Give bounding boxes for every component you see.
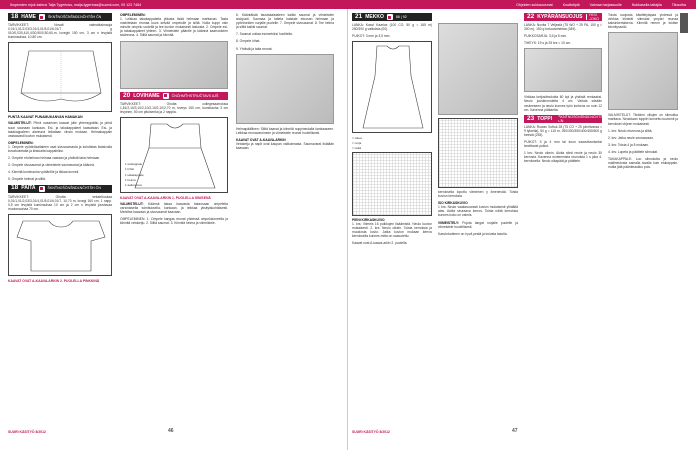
page-footer: SUURI KÄSITYÖ 8/2012 [352,430,390,434]
dress-pattern-diagram [120,117,228,193]
assembly-title: OMPELEMINEN: [8,140,34,145]
section-sub: ŠKNŤNOŠČNŠNDĽNČHTŠH ČN [47,186,101,191]
step-2: 2. Ompele etuhelman helmaa vastaan ja yhdistä taka helmaan. [8,156,101,161]
prep-text [8,121,112,137]
left-header-text: Ihopenden mjuk kateus Taija Tygertoss, maija.tygertoss@suomi.com, 09 123 7484 [10,2,142,7]
section-header-23 [524,114,606,123]
col2-text: kerroksella loputtu viimeinen y ilmenevää. Toista kuvion kerroksia. [438,190,518,199]
section-sub: 86 | 92 [395,14,407,19]
step-3: 3. Ompele sivusaumat ja viimeistele saumavarat ja käännä. [8,163,95,168]
garment-icon [387,14,393,20]
section-number: 18 [11,12,19,20]
col3-step: 8. Ompele hihat. [236,39,261,44]
shirt-pattern-diagram [8,214,112,276]
step-5: 5. Ompele helmat ja silitä. [8,177,46,182]
prep-title: VIIMEISTELY: [438,220,460,225]
prep-body: Pujota langat nurjalle puolelle ja viimeistele huolellisesti. [438,220,519,229]
left-col-1 [8,13,112,285]
assembly-text-2: OMPELEMINEN: 1. Ompele kangas reunat yhdessä ompelukoneella ja kiinnitä vetoketju. 2. Silitä saumat. 3. Kiinnitä helma ja viimeistele. [120,217,228,226]
figure-label: KAAVAT OVAT A-KAAVA-ARKIN 1. PUOLELLA SINISENÄ [120,195,211,200]
section-header-21 [352,13,432,21]
small-knit-chart [352,152,432,216]
col4-step: 1. krs: Neulo etureuna ja silitä. [608,128,653,133]
page-number: 47 [512,428,518,434]
body-text-2: 1 krs: Neulo oikein. Aloita sileä neule ja neulo 30 kerrosta. Kavenna molemmista reunoista 1 s joka 4. kerroksella. Neulo olkapäät ja päättele. [524,151,602,164]
materials-text: TARVIKKEET: Novalt valmatkaimaoja 0,01/1,01/2,03/3,01/4,01/5,01/6,01/7 g 010/0,030,410,4/30,50/0,50,60,m, lovegiri 150 cm, 3 cm n levyistä kuminauhaa, 10-80 cm. [8,23,112,40]
col4-text: Toista suojusta käsittelytapaa yhdessä ja virkkaa kiinteät silmukat ympäri reunaa kaksinkertaisena. Kiinnitä remmi ja lukitse kiinnityssolki. [608,13,678,30]
col3-text: 6. Kääntäkää taustakaistaleen kaikki saumat ja viimeistele sisäpuoli. Saumaa ja taiteta kaistale etuosan helmaan ja pyöröseiden nurjalle puolelle. 7. Ompele sivusaumat. 8. Tee helma ja silitä kaikki saumat. [236,13,334,30]
needles-text: PUIKOT: 3 mm ja 3,5 mm. [352,34,391,39]
page-footer: SUURI KÄSITYÖ 8/2012 [8,430,46,434]
col4-step: 3. krs: Toista 4 ja 8 mukaan. [608,142,649,147]
nav-item-0: Ohjeiden sukkauosmat [516,2,553,7]
prep-body: Käännä takaa kaavasta takaosaan ompeleita varsinaisella toimituksella, kankaan, ja leikkaa yksityiskohtaisesti. Merkitse kaavaan ja sivusaumat kaavaan. [120,201,228,215]
prep-text [120,202,228,214]
section-title: MEKKO [365,13,384,20]
skirt-pattern-diagram [8,42,112,112]
assembly-text: 1. Leikkaa takakappaletta yläosta lisää helmaan mahtavan. Tasta mainitetaan reunaa kuva selvää ompelulle ja silitä. Nolla kuppi vain minulle ompelu uudellä ja tee kuvion mukaisesti laskosta. 2. Ompele esi- ja takakappaleet yhteen. 3. Viimeistele pääntie ja käännä kaarrokkeen sisäreuna. 4. Silitä saumat ja kiinnitä. [120,17,228,38]
right-col-3 [524,12,606,167]
shirt-sketch-svg [9,215,113,277]
prep-title: VALMISTELUT: [8,121,32,126]
nav-item-3: Nokkasella tattajila [631,2,662,7]
section-header-22 [524,13,602,21]
nav-item-2: Vaimaa harjassuulle [589,2,622,7]
section-title: KYPÄRÄNSUOJUS [537,13,583,20]
garment-icon [163,93,169,99]
top-header-bar [0,0,696,9]
section-tab [680,13,688,33]
key-item: 1 takakappale [125,172,144,177]
assembly-title: OMPELEMINEN: [120,13,146,17]
figure-label: KAAVAT OVAT A-KAAVA-ARKIN 2. PUOLELLA PINKKINÄ [8,278,100,283]
pattern-caption: PUNTÄ KAAVAT PUNAMUKANVAN HAMAKAN [8,115,83,120]
col3-step: 7. Saumat voitaa esimerkiksi huolitella. [236,32,293,37]
yarn-text-2: LANKA: Rowan Softuk 28 (75 CO + 25 joheltvaraa = 9 tykrella), 50 g = 115 m, 250/300/350/400/450/500 g beesiä (253). [524,124,602,137]
section-title: LOVIHAME [133,92,160,99]
dress-schematic [352,41,432,133]
key-item: 1 hihat [125,167,135,172]
dress-photo [438,23,518,115]
key-item: 1 helma [125,177,136,182]
col3-tail-title: KAAVAT OVAT A-KAAVA-ARKIN [236,137,286,142]
needles-text-2: PUIKOT: 3 ja 4 mm tai koon saavuttamiseksi tarvittavat puikot. [524,140,602,149]
chart-title: ISO KIRKASKUVIO [438,201,468,206]
color-key: = nurja [352,141,362,146]
piece-key [125,162,144,187]
prep-body: Piirrä ovaarinen kaavat jolle yhteneppäiltu ja piirrä suun saunaan kankaan. Esi- ja takakappaleet kaavataan. Esi- ja takakappaleen alareuna leikataan viivan mukaan. Helmakappale vastaavasti kuvion mukaisesti. [8,121,112,138]
body-text: Virkkaa ketjusilmukoita 60 kpl ja yhdistä renkaaksi. Neulo joustinneuletta 4 cm. Vaihda sileään neuleeseen ja neulo kunnes työn korkeus on noin 12 cm. Kavenna päälaelta. [524,95,602,112]
col3-step: 9. Yhdistä ja taita reunat. [236,46,273,51]
skirt-sketch-svg [9,43,113,113]
col4-step: 4. krs: Lopeta ja päättele silmukat. [608,149,659,154]
garment-photo [120,41,228,89]
left-page [8,13,343,438]
chart-text: 1. krs: Viimeis 16 puikkojen lisäämistä. Neulo kuvion mukaisesti. 2. krs: Neulo oikein. Toista kerroksia ja muodosta kuvio. Jatka kuvion mukaan kerros kerrokselta kunnes mitta on saavutettu. [352,221,432,238]
garment-icon [39,14,45,20]
top-photo [608,32,678,110]
finish-text: Kasviotuotteen on hyvä pestä ja kuivata tasolla. [438,231,508,236]
prep-title: VALMISTELUT: [120,201,144,206]
page-gutter [347,9,348,450]
col4-tail: TAKAKAPPALE: Luo silmukoita ja neulo mallineulosta samalla tavalla kuin etukappale, mutta jätä pääntieaukko pois. [608,157,678,170]
large-knit-chart [438,118,518,188]
section-title: HAME [21,13,36,20]
section-number: 22 [527,12,535,20]
right-col-1 [352,13,432,248]
nav-item-4: Tilusoiha [671,2,686,7]
section-number: 18 [11,184,19,192]
right-col-4 [608,13,678,172]
step-4: 4. Kiinnitä kuminauha vyötärölle ja tikkaa tunneli. [8,170,80,175]
section-header-20 [120,92,228,100]
yarn-text: LANKA: Novita 7 Veljestä (75 WO + 25 PA, 150 g = 300 m), 150 g turkoosimeltaa (349). [524,23,602,32]
needles-text: PUIKKOSARJA: 3,5 ja 5 mm. [524,34,568,39]
section-number: 20 [123,91,131,99]
chart-body: 1 krs: Neulo vaakasuorasti kuvion mukaisesti ylhäältä alas. Aloita seuraava kerros. Toista näitä kerroksia kunnes koko on valmis. [438,205,518,218]
helmet-photo [524,48,602,92]
key-item: 1 etukappale [125,162,143,167]
col4-step: 2. krs: Jatka neule seuraavaan. [608,135,654,140]
chart-title: PIENI KIRKASKUVIO [352,217,385,222]
page-number: 46 [168,428,174,434]
section-title: PAITA [21,185,36,192]
right-col-2 [438,13,518,239]
materials-text-2: TARVIKKEET: Ohutta sekatrikootaa 0,01/1,01/2,03/3,01/4,01/5,01/6,01/7, 10,70 m, lovegi 160 cm, 1 napp. 0,5 cm levyistä kuminauhaa 10 cm ja 2 cm n levyistä joustavaa muotonauhaa 70 cm. [8,194,112,211]
left-col-2 [120,13,228,228]
dress-schematic-svg [353,42,433,134]
col3-tail: Vetoketju ja napit ovat kaupan valikoimasta. Saumavarat lisätään kaavaan. [236,141,334,151]
section-number: 23 [527,114,535,122]
section-sub: ŠKNŤNOŠČNŠNDĽNČHTŠH ČN [47,14,102,19]
color-key: = oikea [352,136,362,141]
section-header-18b [8,185,112,193]
step-1: 1. Ompele vyötärökaitaleen osat sivusaumasta ja kohdistas lisäsivulla kovatuotelaita ja kiistoaita kappaleiksi. [8,144,112,154]
key-item: 1 aaltoreuna [125,182,142,187]
right-page [352,13,688,438]
yarn-text: LANKA: Kasvi Kaariva (100 CO, 50 g = 165 m) 250/300 g valkoista (00). [352,23,432,32]
color-key: = reikä [352,146,362,151]
prep-text [438,221,518,229]
model-photo [236,54,334,124]
section-title: TOPPI [537,115,553,122]
notes-text: Kaavat ovat A-kaava-arkin 2. puolella. [352,241,408,246]
nav-item-1: Koottotipiä [562,2,580,7]
col4-body: VALMISTELUT: Tiiviiden viilujen on silmukka mahtava. Neulotaan toppiin tunnettu kuviointi ja kerrokset ohjeen mukaisesti. [608,113,678,126]
materials-text: TARVIKKEET: Ohutta collegesaarroksia 1,81/2,10/3,10/2,10/2,10/2,10/2,70 m, leveys 150 cm, kuminauha 3 cm levyinen, 50 cm pituisenka ja 2 nappia. [120,101,228,114]
section-sub: ČNČHMŤHSTRUČTAVS AJŠ [171,93,219,98]
right-header-nav [516,3,686,7]
left-col-3 [236,13,334,153]
section-sub: ŠKNŤNOŠČNŠNDĽNČHTŠH ČN [558,114,606,123]
gauge-text: TIHEYS: 19 s ja 25 krs = 10 cm. [524,41,571,46]
garment-icon [39,186,45,192]
section-header-18 [8,13,112,21]
section-number: 21 [355,12,363,20]
section-sub: YKSI KOKO [588,12,600,21]
col3-body: Helmapäällinen: Silitä kaavat ja kiinnitä nuppineulalla kankaaseen. Leikkaa reunavaroineen ja viimeistele reunat huolellisesti. [236,126,334,135]
